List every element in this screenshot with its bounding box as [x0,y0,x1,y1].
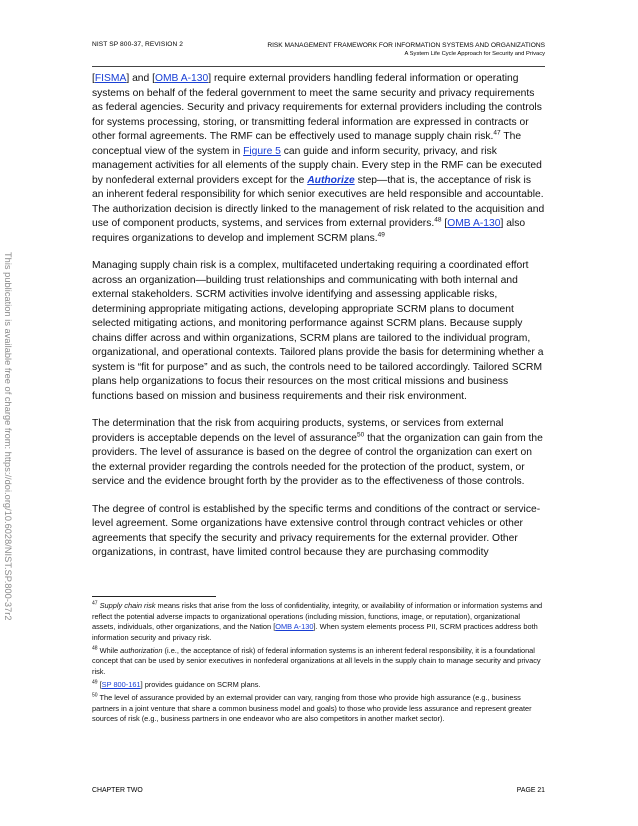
paragraph-4: The degree of control is established by the specific terms and conditions of the contract or service-level agreement. Some organizations have extensive control through contract vehicles or other agreements that specify the security and privacy requirements for the external provider. Other organizations, in contrast, have limited control because they are purchasing commodity [92,503,541,558]
footnote-47-text: means risks that arise from the loss of confidentiality, integrity, or availability of information or information systems and reflect the potential adverse impacts to organizational operations (including mission, functions, image, or reputation), organizational assets, individuals, other organizations, and the Nation [92,601,543,632]
running-header-right [267,41,545,59]
footer-page-number: PAGE 21 [516,787,545,794]
running-header-subtitle: A System Life Cycle Approach for Security and Privacy [404,51,545,57]
footnote-47: $^{47}$ Supply chain risk means risks that arise from the loss of confidentiality, integrity, or availability of information or information systems and reflect the potential adverse impacts to organizational operations (including mission, functions, image, or reputation), organizational assets, individuals, other organizations, and the Nation [OMB A-130]. When system elements process PII, SCRM practices address both information security and privacy risk. [92,600,543,642]
footnote-49-number: 49 [92,679,98,686]
footnote-rule [92,596,216,597]
footnote-ref-47[interactable]: 47 [493,129,501,137]
footnote-49-text: provides guidance on SCRM plans. [142,679,261,689]
figure-5-link[interactable]: Figure 5 [243,145,281,157]
footnote-47-tail: . When system elements process PII, SCRM practices address both information security and privacy risk. [92,622,538,642]
footnote-49-sp800-161-link[interactable]: SP 800-161 [101,679,141,689]
omb-a130-ref-link-2[interactable]: OMB A-130 [447,218,501,229]
footnote-47-omb-link[interactable]: OMB A-130 [275,622,314,632]
paragraph-1: [FISMA] and [OMB A-130] require external providers handling federal information or operating systems on behalf of the federal government to meet the same security and privacy requirements as federal agencies. Security and privacy requirements for external providers including the controls for systems processing, storing, or transmitting federal information are expressed in contracts or other formal agreements. The RMF can be effectively used to manage supply chain risk.$^{47}$ The conceptual view of the system in Figure 5 can guide and inform security, privacy, and risk management activities for all elements of the supply chain. Every step in the RMF can be executed by nonfederal external providers except for the Authorize step—that is, the acceptance of risk is an inherent federal responsibility for which senior executives are held responsible and accountable. The authorization decision is directly linked to the management of risk related to the acquisition and use of component products, systems, and services from external providers.$^{48}$ [OMB A-130] also requires organizations to develop and implement SCRM plans.$^{49}$ [92,73,545,244]
p1-text-3: can guide and inform security, privacy, and risk management activities for all elements of the supply chain. Every step in the RMF can be executed by nonfederal external providers except for the [92,145,542,186]
footnote-ref-49[interactable]: 49 [377,231,385,239]
footnote-47-term: Supply chain risk [99,601,156,610]
footnote-ref-50[interactable]: 50 [357,431,365,439]
p1-text-1: require external providers handling federal information or operating systems on behalf of the federal government to meet the same security and privacy requirements as federal agencies. Security and privacy requirements for external providers including the controls for systems processing, storing, or transmitting federal information are expressed in contracts or other formal agreements. The RMF can be effectively used to manage supply chain risk. [92,73,542,142]
p3-text-1: The determination that the risk from acquiring products, systems, or services from external providers is acceptable depends on the level of assurance [92,418,504,444]
authorize-step-link[interactable]: Authorize [307,174,355,186]
header-rule [92,66,545,67]
footnote-ref-48[interactable]: 48 [434,216,442,224]
footnote-48 [92,646,545,678]
footnote-50-number: 50 [92,692,98,699]
p1-text-2: The conceptual view of the system in [92,131,522,157]
footnote-48-number: 48 [92,645,98,652]
p3-text-2: that the organization can gain from the providers. The level of assurance is based on the degree of control the organization can exert on the external provider regarding the controls needed for the protection of the product, system, or service and the evidence brought forth by the provider as to the effectiveness of those controls. [92,432,543,487]
footer-chapter: CHAPTER TWO [92,787,143,794]
p1-text-5: also requires organizations to develop and implement SCRM plans. [92,218,526,244]
footnote-50-text: The level of assurance provided by an external provider can vary, ranging from those who provide high assurance (e.g., business partners in a joint venture that share a common business model and goals) to those who provide less assurance and represent greater sources of risk (e.g., business partners in one endeavor who are also competitors in another market sector). [92,692,532,724]
p1-text-4: step—that is, the acceptance of risk is an inherent federal responsibility for which senior executives are held responsible and accountable. The authorization decision is directly linked to the management of risk related to the acquisition and use of component products, systems, and services from external providers. [92,174,545,229]
availability-side-note: This publication is available free of charge from: https://doi.org/10.6028/NIST.SP.800-37r2 [3,252,13,621]
footnote-47-number: 47 [92,600,98,607]
paragraph-2: Managing supply chain risk is a complex, multifaceted undertaking requiring a coordinated effort across an organization—building trust relationships and communicating with both internal and external stakeholders. SCRM activities involve identifying and assessing applicable risks, determining appropriate mitigating actions, developing appropriate SCRM plans to document selected mitigating actions, and monitoring performance against SCRM plans. Because supply chains differ across and within organizations, SCRM plans are tailored to the individual program, organizational, and operational contexts. Tailored plans provide the basis for determining whether a system is “fit for purpose” and as such, the controls need to be tailored accordingly. Tailored SCRM plans help organizations to focus their resources on the most critical missions and business functions based on mission and business requirements and their risk environment. [92,260,544,402]
footnotes [92,601,545,727]
footnote-49: $^{49}$ [SP 800-161] provides guidance on SCRM plans. [92,679,261,689]
footnote-48-text: (i.e., the acceptance of risk) of federal information systems is an inherent federal responsibility, it is a foundational concept that can be used by senior executives in nonfederal organizations at all levels in the supply chain to manage security and privacy risk. [92,645,541,676]
paragraph-3 [92,417,545,490]
body-text [92,72,545,574]
footnote-48-term: authorization [120,645,163,655]
footnote-48-lead: While [97,645,121,655]
footnote-50 [92,693,545,725]
fisma-ref-link[interactable]: FISMA [94,73,127,84]
running-header-left: NIST SP 800-37, REVISION 2 [92,41,184,48]
omb-a130-ref-link[interactable]: OMB A-130 [154,73,209,84]
running-header-title: RISK MANAGEMENT FRAMEWORK FOR INFORMATION SYSTEMS AND ORGANIZATIONS [267,42,545,49]
